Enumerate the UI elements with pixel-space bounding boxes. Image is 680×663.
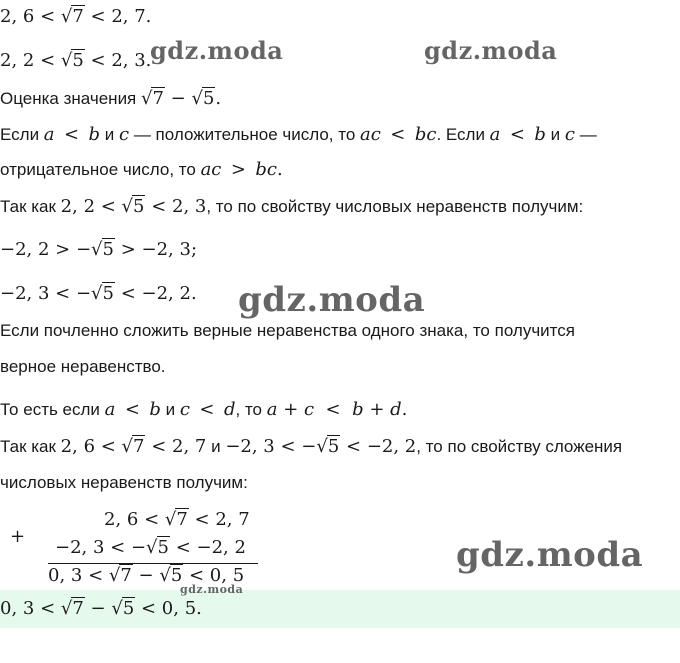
addition-rule-line2: верное неравенство.	[0, 357, 166, 376]
watermark: gdz.moda	[150, 36, 284, 65]
sum-line	[48, 563, 258, 564]
sum-row-3: 0, 3 < √7 − √5 < 0, 5	[48, 565, 245, 586]
watermark: gdz.moda	[424, 36, 558, 65]
sum-row-2: −2, 3 < −√5 < −2, 2	[55, 537, 246, 558]
get-line: числовых неравенств получим:	[0, 473, 248, 492]
watermark: gdz.moda	[456, 535, 644, 575]
watermark: gdz.moda	[238, 280, 426, 320]
addition-rule-line1: Если почленно сложить верные неравенства одного знака, то получится	[0, 321, 575, 340]
since-line: Так как 2, 2 < √5 < 2, 3, то по свойству числовых неравенств получим:	[0, 196, 584, 217]
plus-sign: +	[10, 526, 26, 547]
rule-multiplication-line1: Если a < b и c — положительное число, то ac < bc. Если a < b и c —	[0, 124, 597, 145]
estimate-heading: Оценка значения √7 − √5.	[0, 88, 222, 109]
negated-inequality-2: −2, 3 < −√5 < −2, 2.	[0, 283, 197, 304]
watermark: gdz.moda	[180, 583, 244, 596]
inequality-sqrt7: 2, 6 < √7 < 2, 7.	[0, 6, 152, 27]
sum-row-1: 2, 6 < √7 < 2, 7	[104, 509, 250, 530]
since-line-2: Так как 2, 6 < √7 < 2, 7 и −2, 3 < −√5 < −2, 2, то по свойству сложения	[0, 436, 623, 457]
negated-inequality-1: −2, 2 > −√5 > −2, 3;	[0, 239, 198, 260]
example-rule: То есть если a < b и c < d, то a + c < b + d.	[0, 399, 408, 420]
inequality-sqrt5: 2, 2 < √5 < 2, 3.	[0, 50, 152, 71]
answer: 0, 3 < √7 − √5 < 0, 5.	[0, 598, 202, 619]
rule-multiplication-line2: отрицательное число, то ac > bc.	[0, 159, 283, 180]
